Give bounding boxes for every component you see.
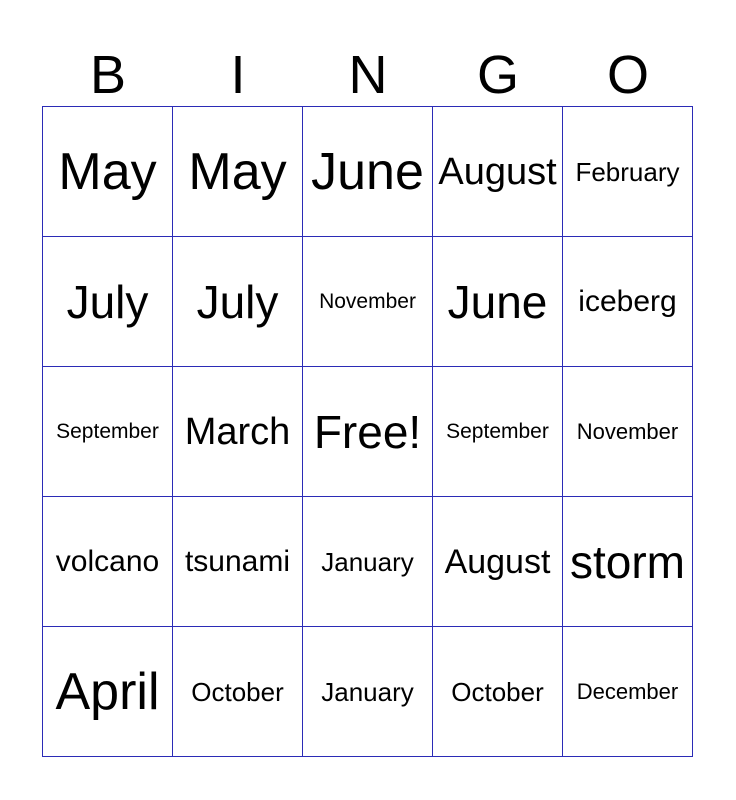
bingo-cell[interactable]: October — [432, 626, 563, 757]
bingo-cell[interactable]: July — [42, 236, 173, 367]
bingo-cell[interactable]: iceberg — [562, 236, 693, 367]
header-letter-o: O — [606, 45, 649, 105]
bingo-cell[interactable]: January — [302, 496, 433, 627]
bingo-cell[interactable]: September — [432, 366, 563, 497]
bingo-card — [43, 107, 693, 757]
bingo-cell[interactable]: November — [562, 366, 693, 497]
bingo-cell[interactable]: October — [172, 626, 303, 757]
bingo-cell free-space[interactable]: Free! — [302, 366, 433, 497]
bingo-cell[interactable]: volcano — [42, 496, 173, 627]
bingo-cell[interactable]: June — [432, 236, 563, 367]
header-letter-g: G — [476, 45, 519, 105]
bingo-header — [43, 42, 693, 108]
header-letter-b: B — [89, 45, 127, 105]
header-letter-n: N — [348, 45, 388, 105]
bingo-cell[interactable]: storm — [562, 496, 693, 627]
header-letter-i: I — [230, 45, 246, 105]
bingo-cell[interactable]: April — [42, 626, 173, 757]
bingo-cell[interactable]: May — [42, 106, 173, 237]
bingo-cell[interactable]: February — [562, 106, 693, 237]
bingo-cell[interactable]: November — [302, 236, 433, 367]
bingo-cell[interactable]: March — [172, 366, 303, 497]
bingo-cell[interactable]: January — [302, 626, 433, 757]
bingo-cell[interactable]: August — [432, 106, 563, 237]
bingo-cell[interactable]: July — [172, 236, 303, 367]
bingo-cell[interactable]: September — [42, 366, 173, 497]
bingo-cell[interactable]: December — [562, 626, 693, 757]
bingo-cell[interactable]: tsunami — [172, 496, 303, 627]
bingo-cell[interactable]: May — [172, 106, 303, 237]
bingo-cell[interactable]: June — [302, 106, 433, 237]
bingo-cell[interactable]: August — [432, 496, 563, 627]
